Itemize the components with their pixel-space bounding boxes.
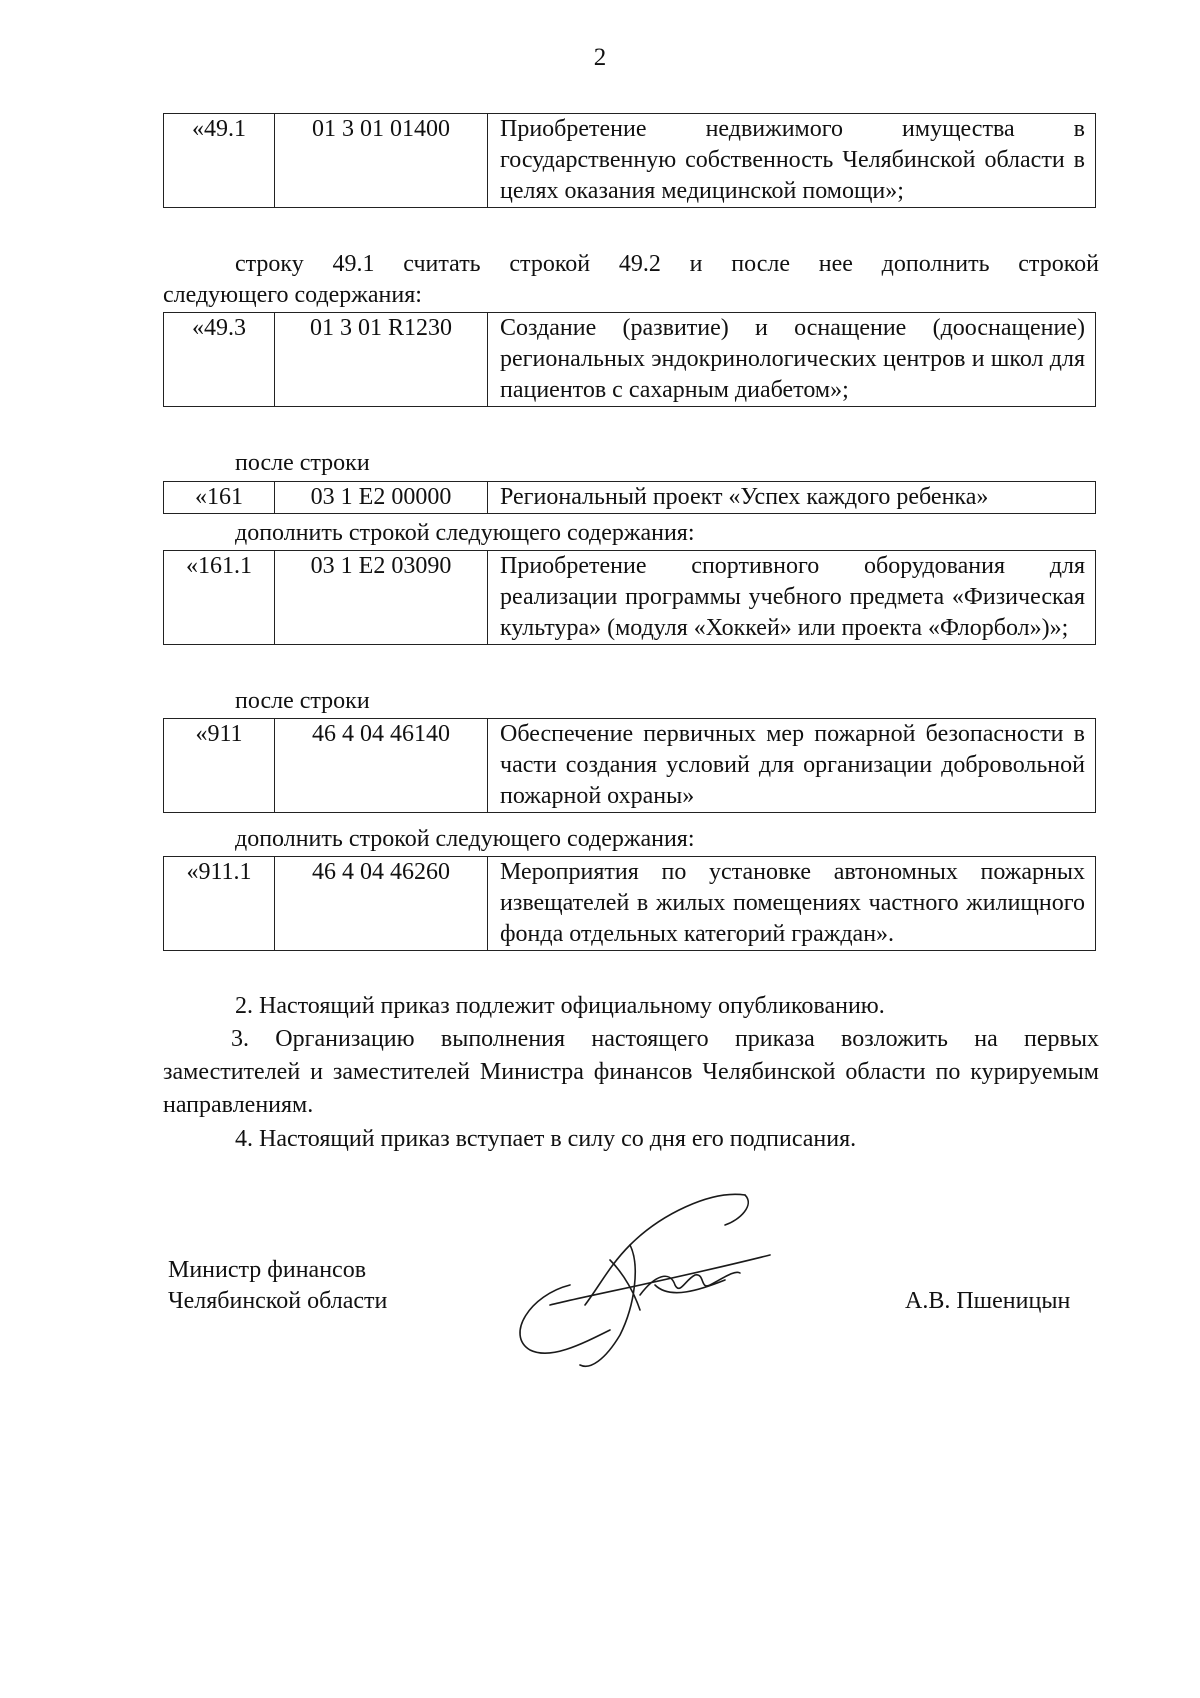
row-code: 46 4 04 46260 [275,857,488,951]
row-description: Обеспечение первичных мер пожарной безопасности в части создания условий для организации добровольной пожарной охраны» [488,719,1096,813]
instruction-line: следующего содержания: [163,282,422,308]
row-code: 03 1 E2 00000 [275,482,488,514]
table-row-911 [163,718,1096,813]
signatory-name: А.В. Пшеницын [905,1288,1071,1314]
row-code: 01 3 01 01400 [275,114,488,208]
instruction-line: дополнить строкой следующего содержания: [235,520,695,546]
row-description: Мероприятия по установке автономных пожарных извещателей в жилых помещениях частного жилищного фонда отдельных категорий граждан». [488,857,1096,951]
row-description: Приобретение недвижимого имущества в государственную собственность Челябинской области в целях оказания медицинской помощи»; [488,114,1096,208]
signatory-title-line-1: Министр финансов [168,1257,367,1283]
instruction-line: после строки [235,450,370,476]
table-row-161-1 [163,550,1096,645]
row-description: Региональный проект «Успех каждого ребенка» [488,482,1096,514]
paragraph-3-text: 3. Организацию выполнения настоящего приказа возложить на первых заместителей и заместителей Министра финансов Челябинской области по курируемым направлениям. [163,1026,1099,1118]
row-number: «911.1 [164,857,275,951]
instruction-line: дополнить строкой следующего содержания: [235,826,695,852]
signatory-title [168,1255,387,1317]
signatory-title-line-2: Челябинской области [168,1288,388,1314]
paragraph-2: 2. Настоящий приказ подлежит официальному опубликованию. [235,993,885,1019]
paragraph-4: 4. Настоящий приказ вступает в силу со дня его подписания. [235,1126,857,1152]
page-number: 2 [593,44,607,71]
table-row-911-1 [163,856,1096,951]
row-number: «49.1 [164,114,275,208]
instruction-line: после строки [235,688,370,714]
instruction-line: строку 49.1 считать строкой 49.2 и после нее дополнить строкой [235,251,1099,277]
row-number: «161.1 [164,551,275,645]
table-row-49-1 [163,113,1096,208]
row-description: Приобретение спортивного оборудования для реализации программы учебного предмета «Физическая культура» (модуля «Хоккей» или проекта «Флорбол»)»; [488,551,1096,645]
row-code: 01 3 01 R1230 [275,313,488,407]
handwritten-signature [510,1185,820,1370]
row-code: 46 4 04 46140 [275,719,488,813]
row-number: «49.3 [164,313,275,407]
table-row-161 [163,481,1096,514]
row-number: «161 [164,482,275,514]
row-code: 03 1 E2 03090 [275,551,488,645]
table-row-49-3 [163,312,1096,407]
row-number: «911 [164,719,275,813]
row-description: Создание (развитие) и оснащение (дооснащение) региональных эндокринологических центров и школ для пациентов с сахарным диабетом»; [488,313,1096,407]
paragraph-3 [163,1023,1099,1122]
